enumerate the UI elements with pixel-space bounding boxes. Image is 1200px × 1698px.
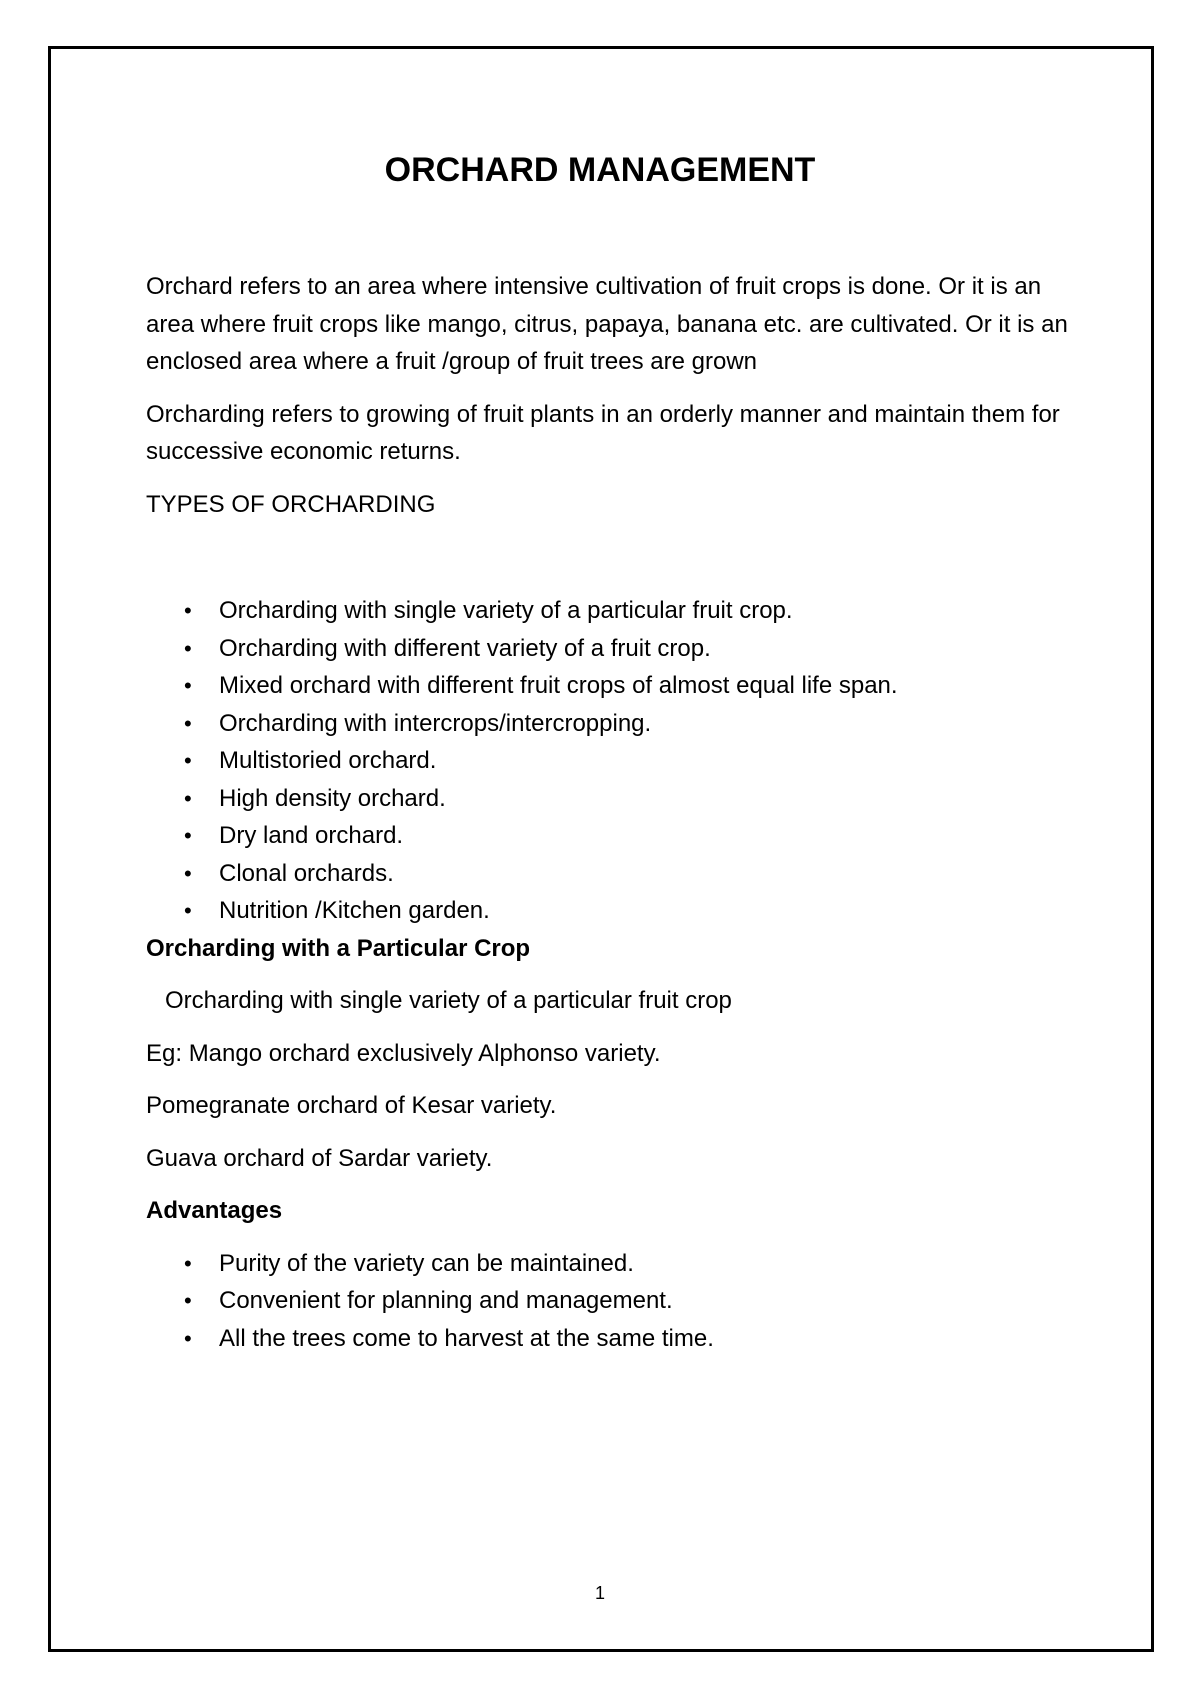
example-text: Guava orchard of Sardar variety. [146, 1144, 493, 1172]
list-item-text: Orcharding with different variety of a fruit crop. [219, 634, 711, 662]
bullet-icon: • [184, 673, 192, 698]
list-item [146, 892, 1086, 930]
list-item-text: Multistoried orchard. [219, 747, 437, 774]
example-text: Pomegranate orchard of Kesar variety. [146, 1092, 557, 1119]
types-list [146, 592, 1086, 930]
page-number: 1 [594, 1583, 605, 1603]
bullet-icon: • [184, 635, 192, 661]
list-item [146, 855, 1086, 893]
list-item-text: Convenient for planning and management. [219, 1287, 673, 1314]
list-item [146, 1282, 1086, 1320]
document-body [146, 268, 1086, 1357]
bullet-icon: • [184, 860, 192, 886]
bullet-icon: • [184, 748, 192, 773]
advantages-heading: Advantages [146, 1197, 283, 1224]
example-text: Eg: Mango orchard exclusively Alphonso variety. [146, 1039, 661, 1067]
intro-paragraph: Orchard refers to an area where intensive cultivation of fruit crops is done. Or it is an area where fruit crops like mango, citrus, papaya, banana etc. are cultivated. Or it is an enclosed area where a fruit /group of fruit trees are grown [146, 273, 1068, 375]
list-item [146, 780, 1086, 818]
advantages-list [146, 1245, 1086, 1358]
list-item-text: Mixed orchard with different fruit crops of almost equal life span. [219, 672, 898, 699]
list-item-text: Clonal orchards. [219, 859, 394, 887]
list-item [146, 705, 1086, 743]
list-item [146, 630, 1086, 668]
bullet-icon: • [184, 823, 192, 848]
list-item [146, 592, 1086, 630]
list-item-text: Purity of the variety can be maintained. [219, 1249, 634, 1277]
bullet-icon: • [184, 785, 192, 811]
orcharding-definition: Orcharding refers to growing of fruit plants in an orderly manner and maintain them for successive economic returns. [146, 400, 1060, 465]
list-item-text: Orcharding with single variety of a particular fruit crop. [219, 597, 793, 624]
list-item [146, 742, 1086, 780]
bullet-icon: • [184, 1250, 192, 1276]
list-item-text: Dry land orchard. [219, 822, 404, 849]
list-item-text: Orcharding with intercrops/intercropping. [219, 709, 652, 737]
bullet-icon: • [184, 598, 192, 623]
list-item [146, 817, 1086, 855]
page-title: ORCHARD MANAGEMENT [384, 151, 816, 189]
section-heading: Orcharding with a Particular Crop [146, 934, 531, 962]
bullet-icon: • [184, 1325, 192, 1351]
bullet-icon: • [184, 898, 192, 923]
list-item-text: High density orchard. [219, 784, 446, 812]
list-item [146, 1320, 1086, 1358]
bullet-icon: • [184, 1288, 192, 1313]
bullet-icon: • [184, 710, 192, 736]
list-item-text: Nutrition /Kitchen garden. [219, 897, 490, 924]
list-item [146, 667, 1086, 705]
types-heading: TYPES OF ORCHARDING [146, 490, 436, 518]
list-item-text: All the trees come to harvest at the same time. [219, 1324, 714, 1352]
section-description: Orcharding with single variety of a particular fruit crop [165, 987, 732, 1014]
list-item [146, 1245, 1086, 1283]
